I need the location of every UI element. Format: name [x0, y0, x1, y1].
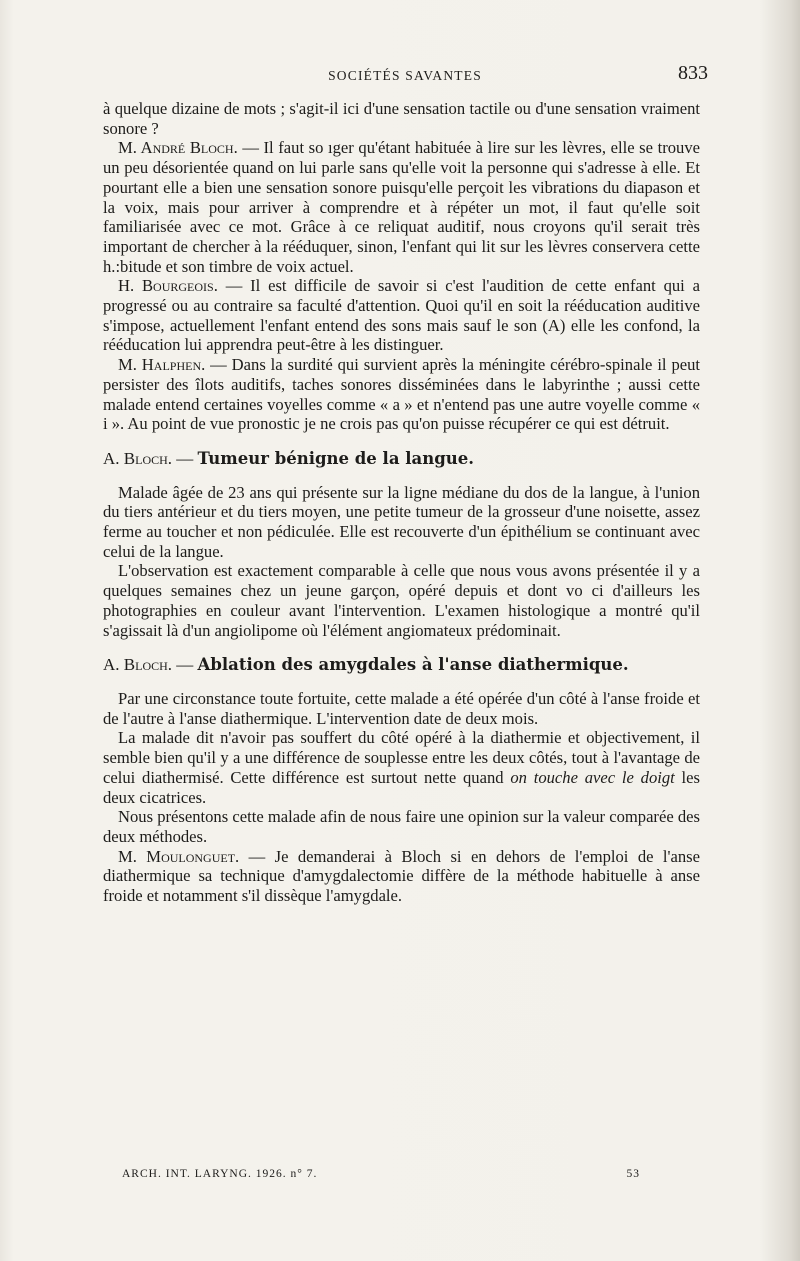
speaker-name: M. Halphen. [118, 355, 206, 375]
section-title: Tumeur bénigne de la langue. [197, 448, 474, 468]
speaker-name: M. André Bloch. [118, 138, 238, 158]
paragraph: à quelque dizaine de mots ; s'agit-il ici d'une sensation tactile ou d'une sensation vraiment sonore ? [103, 99, 700, 138]
italic-phrase: on touche avec le doigt [510, 767, 675, 787]
paragraph-text: — Je demanderai à Bloch si en dehors de l'emploi de l'anse diathermique sa technique d'amygdalectomie diffère de la méthode habituelle à anse froide et notamment s'il dissèque l'amygdale. [103, 846, 700, 906]
paragraph [103, 728, 700, 807]
body-text [103, 99, 700, 906]
page-number: 833 [678, 62, 708, 84]
paragraph: Par une circonstance toute fortuite, cette malade a été opérée d'un côté à l'anse froide et de l'autre à l'anse diathermique. L'intervention date de deux mois. [103, 688, 700, 728]
printer-signature: 53 [626, 1168, 640, 1180]
paragraph-text: La malade dit n'avoir pas souffert du côté opéré à la diathermie et objectivement, il semble bien qu'il y a une différence de souplesse entre les deux côtés, tout à l'avantage de celui diathermisé. Cette différence est surtout nette quand [103, 728, 700, 787]
discussion-paragraph [103, 276, 700, 355]
section-separator: — [172, 448, 198, 468]
discussion-paragraph [103, 355, 700, 434]
discussion-paragraph [103, 847, 700, 906]
section-heading [103, 655, 700, 675]
discussion-paragraph [103, 138, 700, 276]
section-heading [103, 449, 700, 469]
paragraph-text: les deux cicatrices. [103, 767, 700, 807]
paragraph-text: — Dans la surdité qui survient après la méningite cérébro-spinale il peut persister des îlots auditifs, taches sonores disséminées dans le labyrinthe ; aussi cette malade entend certaines voyelles comme « a » et n'entend pas une autre voyelle comme « i ». Au point de vue pronostic je ne crois pas qu'on puisse récupérer ce qui est détruit. [103, 355, 701, 434]
paragraph: L'observation est exactement comparable à celle que nous vous avons présentée il y a quelques semaines chez un jeune garçon, opéré depuis et dont vo ci d'ailleurs les photographies en couleur avant l'intervention. L'examen histologique a montré qu'il s'agissait là d'un angiolipome où l'élément angiomateux prédominait. [103, 561, 700, 640]
section-author: A. Bloch. [103, 448, 173, 468]
section-title: Ablation des amygdales à l'anse diathermique. [197, 655, 629, 675]
section-author: A. Bloch. [103, 655, 173, 675]
speaker-name: H. Bourgeois. [118, 276, 218, 296]
paragraph: Malade âgée de 23 ans qui présente sur la ligne médiane du dos de la langue, à l'union du tiers antérieur et du tiers moyen, une petite tumeur de la grosseur d'une noisette, assez ferme au toucher et non pédiculée. Elle est recouverte d'un épithélium se continuant avec celui de la langue. [103, 482, 700, 561]
section-separator: — [172, 655, 198, 675]
speaker-name: M. Moulonguet. [118, 846, 240, 866]
paragraph: Nous présentons cette malade afin de nous faire une opinion sur la valeur comparée des deux méthodes. [103, 807, 700, 846]
paragraph-text: — Il est difficile de savoir si c'est l'audition de cette enfant qui a progressé ou au contraire sa faculté d'attention. Quoi qu'il en soit la rééducation auditive s'impose, actuellement l'enfant entend des sons mais sauf le son (A) elle les confond, la rééducation lui apprendra peut-être à les distinguer. [103, 276, 700, 355]
journal-citation: ARCH. INT. LARYNG. 1926. n° 7. [122, 1168, 318, 1180]
page-header [105, 62, 708, 88]
paragraph-text: — Il faut so ıger qu'étant habituée à lire sur les lèvres, elle se trouve un peu désorientée quand on lui parle sans qu'elle voit la personne qui s'adresse à elle. Et pourtant elle a bien une sensation sonore puisqu'elle perçoit les vibrations du diapason et la voix, mais pour arriver à comprendre et à répéter un mot, il faut qu'elle soit familiarisée avec ce mot. Grâce à ce reliquat auditif, nous croyons qu'il serait très important de chercher à la rééduquer, sinon, l'enfant qui lit sur les lèvres conservera cette h.:bitude et son timbre de voix actuel. [103, 138, 700, 276]
running-head: SOCIÉTÉS SAVANTES [328, 68, 482, 83]
